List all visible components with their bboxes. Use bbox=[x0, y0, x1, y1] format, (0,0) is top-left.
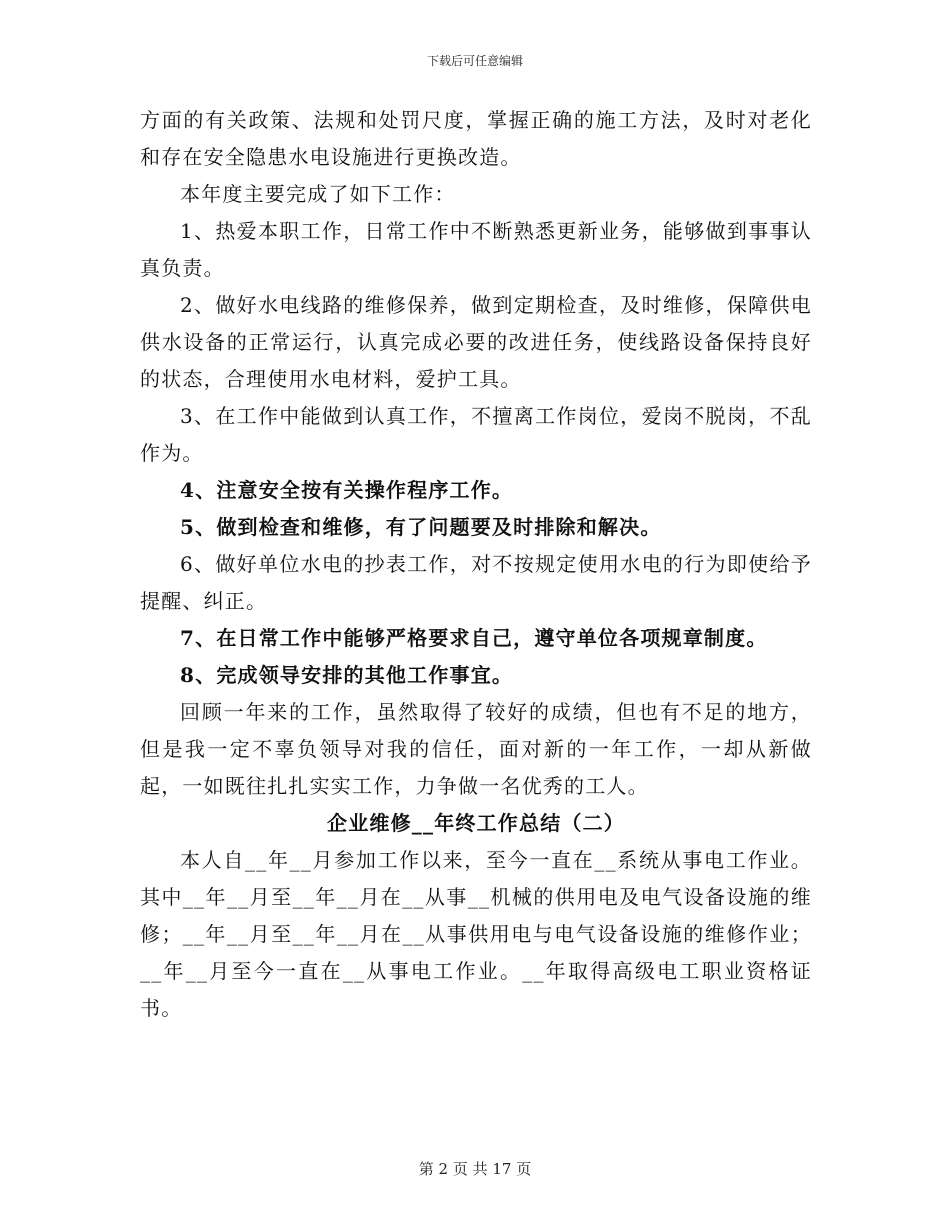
paragraph-review: 回顾一年来的工作，虽然取得了较好的成绩，但也有不足的地方，但是我一定不辜负领导对我的信任，面对新的一年工作，一却从新做起，一如既往扎扎实实工作，力争做一名优秀的工人。 bbox=[140, 700, 812, 798]
list-item-6: 6、做好单位水电的抄表工作，对不按规定使用水电的行为即使给予提醒、纠正。 bbox=[140, 552, 812, 613]
paragraph-continuation: 方面的有关政策、法规和处罚尺度，掌握正确的施工方法，及时对老化和存在安全隐患水电设施进行更换改造。 bbox=[140, 108, 812, 169]
list-item-4: 4、注意安全按有关操作程序工作。 bbox=[180, 478, 514, 502]
list-item-7: 7、在日常工作中能够严格要求自己，遵守单位各项规章制度。 bbox=[180, 626, 768, 650]
paragraph-work-intro: 本年度主要完成了如下工作： bbox=[180, 182, 456, 206]
list-item-8: 8、完成领导安排的其他工作事宜。 bbox=[180, 663, 514, 687]
list-item-3: 3、在工作中能做到认真工作，不擅离工作岗位，爱岗不脱岗，不乱作为。 bbox=[140, 404, 812, 465]
list-item-2: 2、做好水电线路的维修保养，做到定期检查，及时维修，保障供电供水设备的正常运行，认真完成必要的改进任务，使线路设备保持良好的状态，合理使用水电材料，爱护工具。 bbox=[140, 293, 812, 391]
page-footer: 第 2 页 共 17 页 bbox=[418, 1160, 532, 1178]
document-body bbox=[140, 102, 812, 1027]
list-item-5: 5、做到检查和维修，有了问题要及时排除和解决。 bbox=[180, 515, 662, 539]
paragraph-personal-history: 本人自__年__月参加工作以来，至今一直在__系统从事电工作业。其中__年__月至__年__月在__从事__机械的供用电及电气设备设施的维修；__年__月至__年__月在__从事供用电与电气设备设施的维修作业；__年__月至今一直在__从事电工作业。__年取得高级电工职业资格证书。 bbox=[140, 848, 812, 1020]
section-title: 企业维修__年终工作总结（二） bbox=[327, 811, 625, 835]
page-header: 下载后可任意编辑 bbox=[426, 54, 523, 68]
list-item-1: 1、热爱本职工作，日常工作中不断熟悉更新业务，能够做到事事认真负责。 bbox=[140, 219, 812, 280]
